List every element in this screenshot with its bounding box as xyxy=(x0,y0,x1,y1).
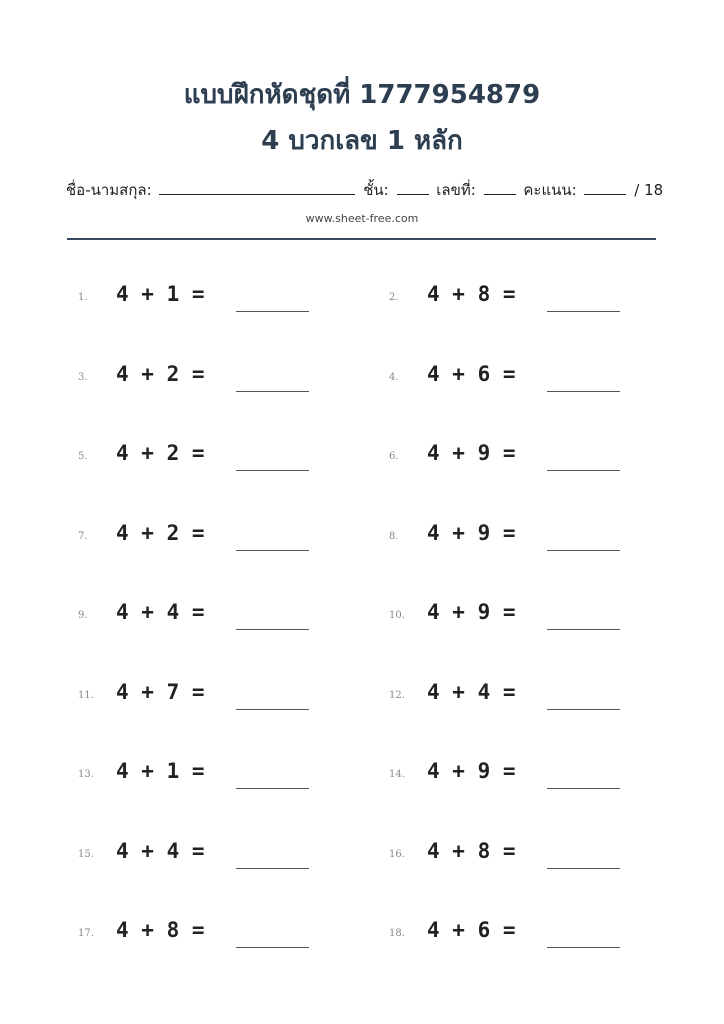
problem-expression: 4 + 7 = xyxy=(116,679,205,704)
problem-expression: 4 + 6 = xyxy=(427,918,516,942)
answer-blank[interactable] xyxy=(547,391,620,392)
problem-expression: 4 + 9 = xyxy=(427,759,516,783)
answer-blank[interactable] xyxy=(236,470,309,471)
worksheet-subtitle: 4 บวกเลข 1 หลัก xyxy=(261,126,463,156)
answer-blank[interactable] xyxy=(547,947,620,948)
problem-expression: 4 + 9 = xyxy=(427,520,516,545)
problem-expression: 4 + 2 = xyxy=(116,441,205,465)
problem-expression: 4 + 8 = xyxy=(427,282,516,306)
problem-expression: 4 + 2 = xyxy=(116,520,205,545)
answer-blank[interactable] xyxy=(236,788,309,789)
answer-blank[interactable] xyxy=(547,470,620,471)
problem-number: 13. xyxy=(78,769,94,780)
problem-expression: 4 + 8 = xyxy=(116,918,205,942)
problem-number: 10. xyxy=(389,610,405,621)
answer-blank[interactable] xyxy=(236,947,309,948)
answer-blank[interactable] xyxy=(547,788,620,789)
problem-number: 2. xyxy=(389,292,399,303)
class-blank[interactable] xyxy=(397,180,429,195)
problem-expression: 4 + 4 = xyxy=(116,838,205,863)
worksheet-title: แบบฝึกหัดชุดที่ 1777954879 xyxy=(183,80,541,110)
name-label: ชื่อ-นามสกุล: xyxy=(66,181,152,199)
problem-number: 14. xyxy=(389,769,405,780)
problem-number: 1. xyxy=(78,292,88,303)
problem-number: 7. xyxy=(78,530,88,542)
problem-number: 3. xyxy=(78,371,88,383)
answer-blank[interactable] xyxy=(547,709,620,710)
problem-number: 6. xyxy=(389,451,399,462)
answer-blank[interactable] xyxy=(236,391,309,392)
problem-expression: 4 + 9 = xyxy=(427,441,516,465)
problem-expression: 4 + 6 = xyxy=(427,361,516,386)
problem-expression: 4 + 1 = xyxy=(116,282,205,306)
score-blank[interactable] xyxy=(584,180,626,195)
problem-expression: 4 + 4 = xyxy=(116,600,205,624)
answer-blank[interactable] xyxy=(236,629,309,630)
problem-number: 17. xyxy=(78,928,94,939)
problem-expression: 4 + 2 = xyxy=(116,361,205,386)
problem-number: 16. xyxy=(389,848,405,860)
problem-expression: 4 + 9 = xyxy=(427,600,516,624)
problem-number: 15. xyxy=(78,848,94,860)
student-info-row xyxy=(66,180,664,200)
answer-blank[interactable] xyxy=(236,550,309,551)
name-blank[interactable] xyxy=(159,180,355,195)
score-label: คะแนน: xyxy=(523,181,577,199)
problem-number: 18. xyxy=(389,928,405,939)
problem-expression: 4 + 1 = xyxy=(116,759,205,783)
problem-number: 4. xyxy=(389,371,399,383)
number-label: เลขที่: xyxy=(436,181,476,199)
problem-expression: 4 + 8 = xyxy=(427,838,516,863)
answer-blank[interactable] xyxy=(547,629,620,630)
answer-blank[interactable] xyxy=(236,868,309,869)
problem-number: 12. xyxy=(389,689,405,701)
answer-blank[interactable] xyxy=(236,709,309,710)
answer-blank[interactable] xyxy=(547,868,620,869)
answer-blank[interactable] xyxy=(547,311,620,312)
problem-number: 11. xyxy=(78,689,94,701)
answer-blank[interactable] xyxy=(236,311,309,312)
number-blank[interactable] xyxy=(484,180,516,195)
class-label: ชั้น: xyxy=(363,181,389,199)
problem-expression: 4 + 4 = xyxy=(427,679,516,704)
answer-blank[interactable] xyxy=(547,550,620,551)
header-divider xyxy=(67,238,656,240)
score-total: / 18 xyxy=(634,181,664,199)
problem-number: 9. xyxy=(78,610,88,621)
problem-number: 8. xyxy=(389,530,399,542)
website-url: www.sheet-free.com xyxy=(305,212,419,225)
problem-number: 5. xyxy=(78,451,88,462)
